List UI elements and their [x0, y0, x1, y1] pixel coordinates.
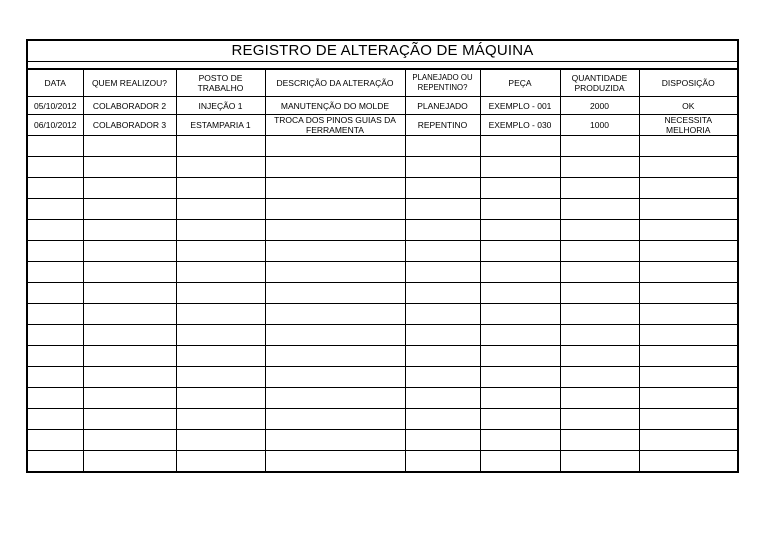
- empty-cell[interactable]: [83, 367, 176, 388]
- empty-row[interactable]: [27, 283, 738, 304]
- empty-cell[interactable]: [265, 409, 405, 430]
- empty-cell[interactable]: [560, 367, 639, 388]
- empty-cell[interactable]: [176, 199, 265, 220]
- empty-cell[interactable]: [265, 346, 405, 367]
- empty-cell[interactable]: [265, 451, 405, 473]
- empty-cell[interactable]: [560, 409, 639, 430]
- empty-cell[interactable]: [639, 304, 738, 325]
- empty-cell[interactable]: [560, 262, 639, 283]
- empty-cell[interactable]: [27, 136, 83, 157]
- cell-peca[interactable]: EXEMPLO - 030: [480, 115, 560, 136]
- empty-cell[interactable]: [405, 304, 480, 325]
- empty-cell[interactable]: [639, 220, 738, 241]
- empty-cell[interactable]: [265, 136, 405, 157]
- empty-cell[interactable]: [480, 241, 560, 262]
- empty-cell[interactable]: [27, 178, 83, 199]
- empty-cell[interactable]: [405, 283, 480, 304]
- empty-cell[interactable]: [176, 178, 265, 199]
- empty-cell[interactable]: [27, 430, 83, 451]
- empty-cell[interactable]: [176, 241, 265, 262]
- spacer-row: [27, 62, 738, 70]
- empty-cell[interactable]: [83, 220, 176, 241]
- empty-cell[interactable]: [480, 346, 560, 367]
- empty-cell[interactable]: [405, 325, 480, 346]
- empty-cell[interactable]: [405, 388, 480, 409]
- empty-cell[interactable]: [83, 157, 176, 178]
- empty-cell[interactable]: [405, 199, 480, 220]
- empty-cell[interactable]: [83, 241, 176, 262]
- empty-cell[interactable]: [480, 367, 560, 388]
- empty-cell[interactable]: [560, 241, 639, 262]
- empty-cell[interactable]: [639, 451, 738, 473]
- empty-cell[interactable]: [639, 178, 738, 199]
- empty-cell[interactable]: [405, 451, 480, 473]
- cell-data[interactable]: 05/10/2012: [27, 97, 83, 115]
- table-row[interactable]: [27, 97, 738, 115]
- empty-cell[interactable]: [405, 409, 480, 430]
- register-table: [26, 39, 739, 473]
- cell-quantidade[interactable]: 2000: [560, 97, 639, 115]
- empty-cell[interactable]: [27, 262, 83, 283]
- header-posto-de-trabalho: POSTO DE TRABALHO: [176, 69, 265, 97]
- empty-cell[interactable]: [639, 409, 738, 430]
- empty-cell[interactable]: [27, 199, 83, 220]
- empty-row[interactable]: [27, 262, 738, 283]
- cell-posto[interactable]: ESTAMPARIA 1: [176, 115, 265, 136]
- empty-cell[interactable]: [265, 157, 405, 178]
- empty-cell[interactable]: [639, 199, 738, 220]
- empty-cell[interactable]: [265, 262, 405, 283]
- cell-data[interactable]: 06/10/2012: [27, 115, 83, 136]
- empty-cell[interactable]: [27, 157, 83, 178]
- cell-disposicao[interactable]: NECESSITA MELHORIA: [639, 115, 738, 136]
- header-data: DATA: [27, 69, 83, 97]
- empty-cell[interactable]: [265, 178, 405, 199]
- empty-cell[interactable]: [83, 388, 176, 409]
- empty-cell[interactable]: [560, 430, 639, 451]
- empty-cell[interactable]: [83, 304, 176, 325]
- empty-cell[interactable]: [639, 430, 738, 451]
- empty-cell[interactable]: [639, 367, 738, 388]
- cell-planejado[interactable]: REPENTINO: [405, 115, 480, 136]
- cell-planejado[interactable]: PLANEJADO: [405, 97, 480, 115]
- empty-row[interactable]: [27, 241, 738, 262]
- empty-cell[interactable]: [480, 136, 560, 157]
- empty-cell[interactable]: [405, 241, 480, 262]
- empty-cell[interactable]: [560, 346, 639, 367]
- empty-cell[interactable]: [405, 220, 480, 241]
- empty-row[interactable]: [27, 136, 738, 157]
- empty-cell[interactable]: [560, 451, 639, 473]
- empty-cell[interactable]: [176, 220, 265, 241]
- header-planejado-ou-repentino: PLANEJADO OU REPENTINO?: [405, 69, 480, 97]
- empty-cell[interactable]: [176, 157, 265, 178]
- header-quantidade-produzida: QUANTIDADE PRODUZIDA: [560, 69, 639, 97]
- empty-cell[interactable]: [27, 409, 83, 430]
- empty-cell[interactable]: [176, 136, 265, 157]
- empty-cell[interactable]: [27, 220, 83, 241]
- empty-cell[interactable]: [265, 199, 405, 220]
- empty-cell[interactable]: [480, 430, 560, 451]
- empty-cell[interactable]: [480, 178, 560, 199]
- header-descricao: DESCRIÇÃO DA ALTERAÇÃO: [265, 69, 405, 97]
- empty-cell[interactable]: [639, 388, 738, 409]
- empty-cell[interactable]: [176, 430, 265, 451]
- empty-row[interactable]: [27, 430, 738, 451]
- cell-quem-realizou[interactable]: COLABORADOR 3: [83, 115, 176, 136]
- cell-quem-realizou[interactable]: COLABORADOR 2: [83, 97, 176, 115]
- empty-cell[interactable]: [83, 451, 176, 473]
- empty-cell[interactable]: [176, 451, 265, 473]
- cell-descricao[interactable]: TROCA DOS PINOS GUIAS DA FERRAMENTA: [265, 115, 405, 136]
- empty-cell[interactable]: [27, 325, 83, 346]
- empty-cell[interactable]: [176, 346, 265, 367]
- empty-cell[interactable]: [265, 388, 405, 409]
- empty-cell[interactable]: [560, 388, 639, 409]
- empty-cell[interactable]: [176, 304, 265, 325]
- empty-row[interactable]: [27, 409, 738, 430]
- empty-cell[interactable]: [480, 388, 560, 409]
- empty-row[interactable]: [27, 304, 738, 325]
- empty-cell[interactable]: [265, 367, 405, 388]
- empty-cell[interactable]: [405, 178, 480, 199]
- empty-cell[interactable]: [405, 430, 480, 451]
- empty-cell[interactable]: [27, 283, 83, 304]
- empty-cell[interactable]: [176, 262, 265, 283]
- empty-cell[interactable]: [560, 283, 639, 304]
- empty-cell[interactable]: [405, 157, 480, 178]
- empty-cell[interactable]: [176, 283, 265, 304]
- empty-cell[interactable]: [27, 304, 83, 325]
- empty-cell[interactable]: [560, 199, 639, 220]
- header-peca: PEÇA: [480, 69, 560, 97]
- empty-cell[interactable]: [83, 346, 176, 367]
- empty-cell[interactable]: [639, 283, 738, 304]
- empty-row[interactable]: [27, 157, 738, 178]
- empty-cell[interactable]: [265, 283, 405, 304]
- empty-cell[interactable]: [480, 199, 560, 220]
- header-row: [27, 69, 738, 97]
- header-disposicao: DISPOSIÇÃO: [639, 69, 738, 97]
- empty-row[interactable]: [27, 178, 738, 199]
- empty-cell[interactable]: [480, 451, 560, 473]
- empty-cell[interactable]: [176, 367, 265, 388]
- empty-cell[interactable]: [83, 430, 176, 451]
- empty-cell[interactable]: [83, 325, 176, 346]
- cell-disposicao[interactable]: OK: [639, 97, 738, 115]
- empty-cell[interactable]: [405, 136, 480, 157]
- empty-cell[interactable]: [560, 220, 639, 241]
- empty-cell[interactable]: [265, 304, 405, 325]
- cell-peca[interactable]: EXEMPLO - 001: [480, 97, 560, 115]
- empty-cell[interactable]: [265, 430, 405, 451]
- empty-cell[interactable]: [560, 325, 639, 346]
- empty-cell[interactable]: [27, 241, 83, 262]
- empty-cell[interactable]: [83, 262, 176, 283]
- empty-row[interactable]: [27, 451, 738, 473]
- empty-row[interactable]: [27, 388, 738, 409]
- header-quem-realizou: QUEM REALIZOU?: [83, 69, 176, 97]
- empty-cell[interactable]: [265, 241, 405, 262]
- empty-cell[interactable]: [480, 325, 560, 346]
- empty-cell[interactable]: [83, 136, 176, 157]
- empty-cell[interactable]: [560, 304, 639, 325]
- empty-cell[interactable]: [83, 409, 176, 430]
- empty-row[interactable]: [27, 199, 738, 220]
- empty-cell[interactable]: [639, 346, 738, 367]
- empty-cell[interactable]: [560, 178, 639, 199]
- empty-cell[interactable]: [639, 241, 738, 262]
- empty-cell[interactable]: [176, 325, 265, 346]
- empty-cell[interactable]: [176, 409, 265, 430]
- empty-cell[interactable]: [27, 367, 83, 388]
- empty-row[interactable]: [27, 325, 738, 346]
- empty-cell[interactable]: [83, 178, 176, 199]
- empty-row[interactable]: [27, 220, 738, 241]
- empty-row[interactable]: [27, 346, 738, 367]
- empty-cell[interactable]: [639, 157, 738, 178]
- empty-cell[interactable]: [405, 346, 480, 367]
- empty-cell[interactable]: [480, 262, 560, 283]
- empty-cell[interactable]: [560, 136, 639, 157]
- cell-descricao[interactable]: MANUTENÇÃO DO MOLDE: [265, 97, 405, 115]
- cell-quantidade[interactable]: 1000: [560, 115, 639, 136]
- register-sheet: [26, 39, 737, 473]
- empty-cell[interactable]: [265, 220, 405, 241]
- empty-cell[interactable]: [265, 325, 405, 346]
- empty-cell[interactable]: [639, 262, 738, 283]
- empty-cell[interactable]: [83, 283, 176, 304]
- empty-cell[interactable]: [480, 409, 560, 430]
- empty-cell[interactable]: [27, 388, 83, 409]
- empty-cell[interactable]: [27, 451, 83, 473]
- empty-cell[interactable]: [480, 220, 560, 241]
- table-row[interactable]: [27, 115, 738, 136]
- empty-cell[interactable]: [176, 388, 265, 409]
- empty-cell[interactable]: [405, 262, 480, 283]
- empty-cell[interactable]: [480, 283, 560, 304]
- empty-cell[interactable]: [405, 367, 480, 388]
- empty-cell[interactable]: [639, 325, 738, 346]
- sheet-title: REGISTRO DE ALTERAÇÃO DE MÁQUINA: [27, 40, 738, 62]
- empty-cell[interactable]: [27, 346, 83, 367]
- empty-cell[interactable]: [639, 136, 738, 157]
- empty-cell[interactable]: [83, 199, 176, 220]
- empty-cell[interactable]: [560, 157, 639, 178]
- empty-cell[interactable]: [480, 304, 560, 325]
- empty-row[interactable]: [27, 367, 738, 388]
- empty-cell[interactable]: [480, 157, 560, 178]
- cell-posto[interactable]: INJEÇÃO 1: [176, 97, 265, 115]
